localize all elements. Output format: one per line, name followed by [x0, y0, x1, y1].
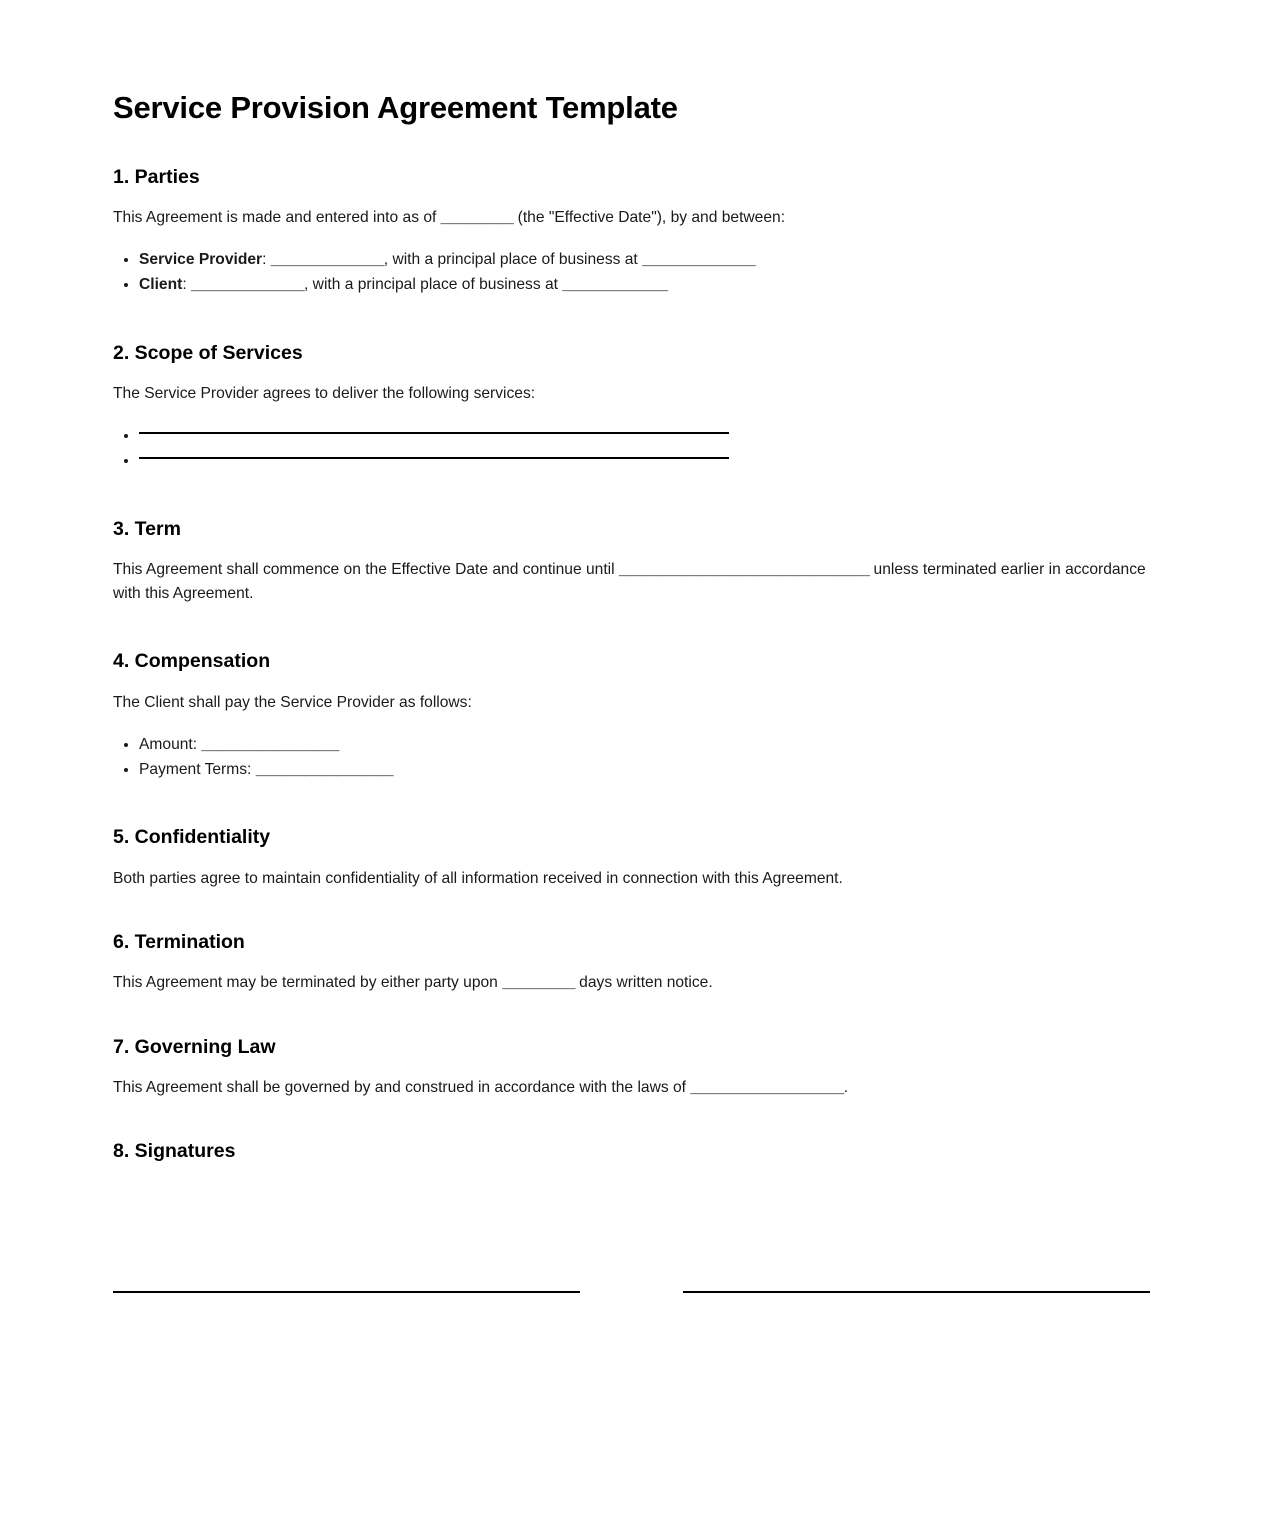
client-colon: : — [182, 276, 191, 294]
scope-service-blank-2[interactable] — [139, 457, 729, 459]
spacer — [113, 782, 1150, 826]
list-item — [139, 272, 1150, 297]
section-termination — [113, 931, 1150, 996]
section-signatures — [113, 1140, 1150, 1163]
governing-law-jurisdiction-blank[interactable]: ___________________ — [690, 1078, 844, 1096]
section-heading-governing-law: 7. Governing Law — [113, 1035, 276, 1058]
spacer — [113, 365, 1150, 382]
service-provider-name-blank[interactable]: ______________ — [270, 251, 384, 269]
list-item — [139, 247, 1150, 272]
spacer — [113, 954, 1150, 971]
amount-blank[interactable]: _________________ — [201, 735, 339, 753]
payment-terms-blank[interactable]: _________________ — [255, 761, 393, 779]
governing-law-paragraph — [113, 1076, 1150, 1100]
compensation-list — [113, 732, 1150, 783]
section-compensation — [113, 650, 1150, 782]
parties-intro-paragraph — [113, 206, 1150, 230]
scope-paragraph: The Service Provider agrees to deliver the following services: — [113, 385, 536, 403]
parties-intro-text-after: (the "Effective Date"), by and between: — [513, 209, 786, 227]
scope-blank-list — [113, 423, 1150, 474]
section-scope-of-services — [113, 342, 1150, 474]
term-text-before: This Agreement shall commence on the Effective Date and continue until — [113, 561, 619, 579]
spacer — [113, 996, 1150, 1036]
section-heading-term: 3. Term — [113, 517, 181, 540]
termination-text-before: This Agreement may be terminated by either party upon — [113, 974, 503, 992]
section-heading-signatures: 8. Signatures — [113, 1140, 236, 1163]
section-confidentiality — [113, 826, 1150, 891]
spacer — [113, 1100, 1150, 1140]
section-heading-termination: 6. Termination — [113, 931, 245, 954]
section-term — [113, 518, 1150, 607]
list-item — [139, 757, 1150, 782]
section-heading-parties: 1. Parties — [113, 165, 200, 188]
spacer — [113, 715, 1150, 732]
section-heading-compensation: 4. Compensation — [113, 650, 271, 673]
spacer — [113, 189, 1150, 206]
governing-law-text-before: This Agreement shall be governed by and construed in accordance with the laws of — [113, 1078, 691, 1096]
term-text-after: unless terminated earlier in accordance with this Agreement. — [113, 561, 1146, 603]
service-provider-label: Service Provider — [139, 251, 263, 269]
client-label: Client — [139, 276, 183, 294]
confidentiality-paragraph: Both parties agree to maintain confidentiality of all information received in connection with this Agreement. — [113, 869, 843, 887]
termination-text-after: days written notice. — [574, 974, 713, 992]
section-governing-law — [113, 1036, 1150, 1101]
page-title: Service Provision Agreement Template — [113, 90, 678, 125]
service-provider-middle-text: , with a principal place of business at — [383, 251, 643, 269]
list-item — [139, 448, 1150, 473]
spacer — [113, 891, 1150, 931]
spacer — [113, 1059, 1150, 1076]
termination-paragraph — [113, 971, 1150, 995]
spacer — [113, 298, 1150, 342]
spacer — [113, 126, 1150, 166]
spacer — [113, 541, 1150, 558]
parties-intro-text-before: This Agreement is made and entered into as of — [113, 209, 441, 227]
section-heading-scope-of-services: 2. Scope of Services — [113, 341, 303, 364]
amount-label: Amount: — [139, 735, 202, 753]
termination-notice-days-blank[interactable]: _________ — [502, 974, 575, 992]
term-paragraph — [113, 558, 1150, 606]
section-parties — [113, 166, 1150, 298]
service-provider-address-blank[interactable]: ______________ — [642, 251, 756, 269]
effective-date-blank[interactable]: _________ — [440, 209, 514, 227]
payment-terms-label: Payment Terms: — [139, 761, 256, 779]
client-middle-text: , with a principal place of business at — [304, 276, 563, 294]
list-item — [139, 732, 1150, 757]
compensation-paragraph: The Client shall pay the Service Provider as follows: — [113, 693, 472, 711]
signature-lines-area — [113, 1291, 1150, 1295]
spacer — [113, 674, 1150, 691]
spacer — [113, 850, 1150, 867]
signature-line-left[interactable] — [113, 1291, 580, 1293]
client-name-blank[interactable]: ______________ — [191, 276, 305, 294]
spacer — [113, 474, 1150, 518]
signature-line-right[interactable] — [683, 1291, 1150, 1293]
parties-list — [113, 247, 1150, 298]
section-heading-confidentiality: 5. Confidentiality — [113, 826, 271, 849]
spacer — [113, 230, 1150, 247]
governing-law-text-after: . — [843, 1078, 849, 1096]
term-end-date-blank[interactable]: _______________________________ — [618, 561, 870, 579]
list-item — [139, 423, 1150, 448]
service-provider-colon: : — [262, 251, 271, 269]
scope-service-blank-1[interactable] — [139, 432, 729, 434]
client-address-blank[interactable]: _____________ — [562, 276, 668, 294]
spacer — [113, 606, 1150, 650]
spacer — [113, 406, 1150, 423]
